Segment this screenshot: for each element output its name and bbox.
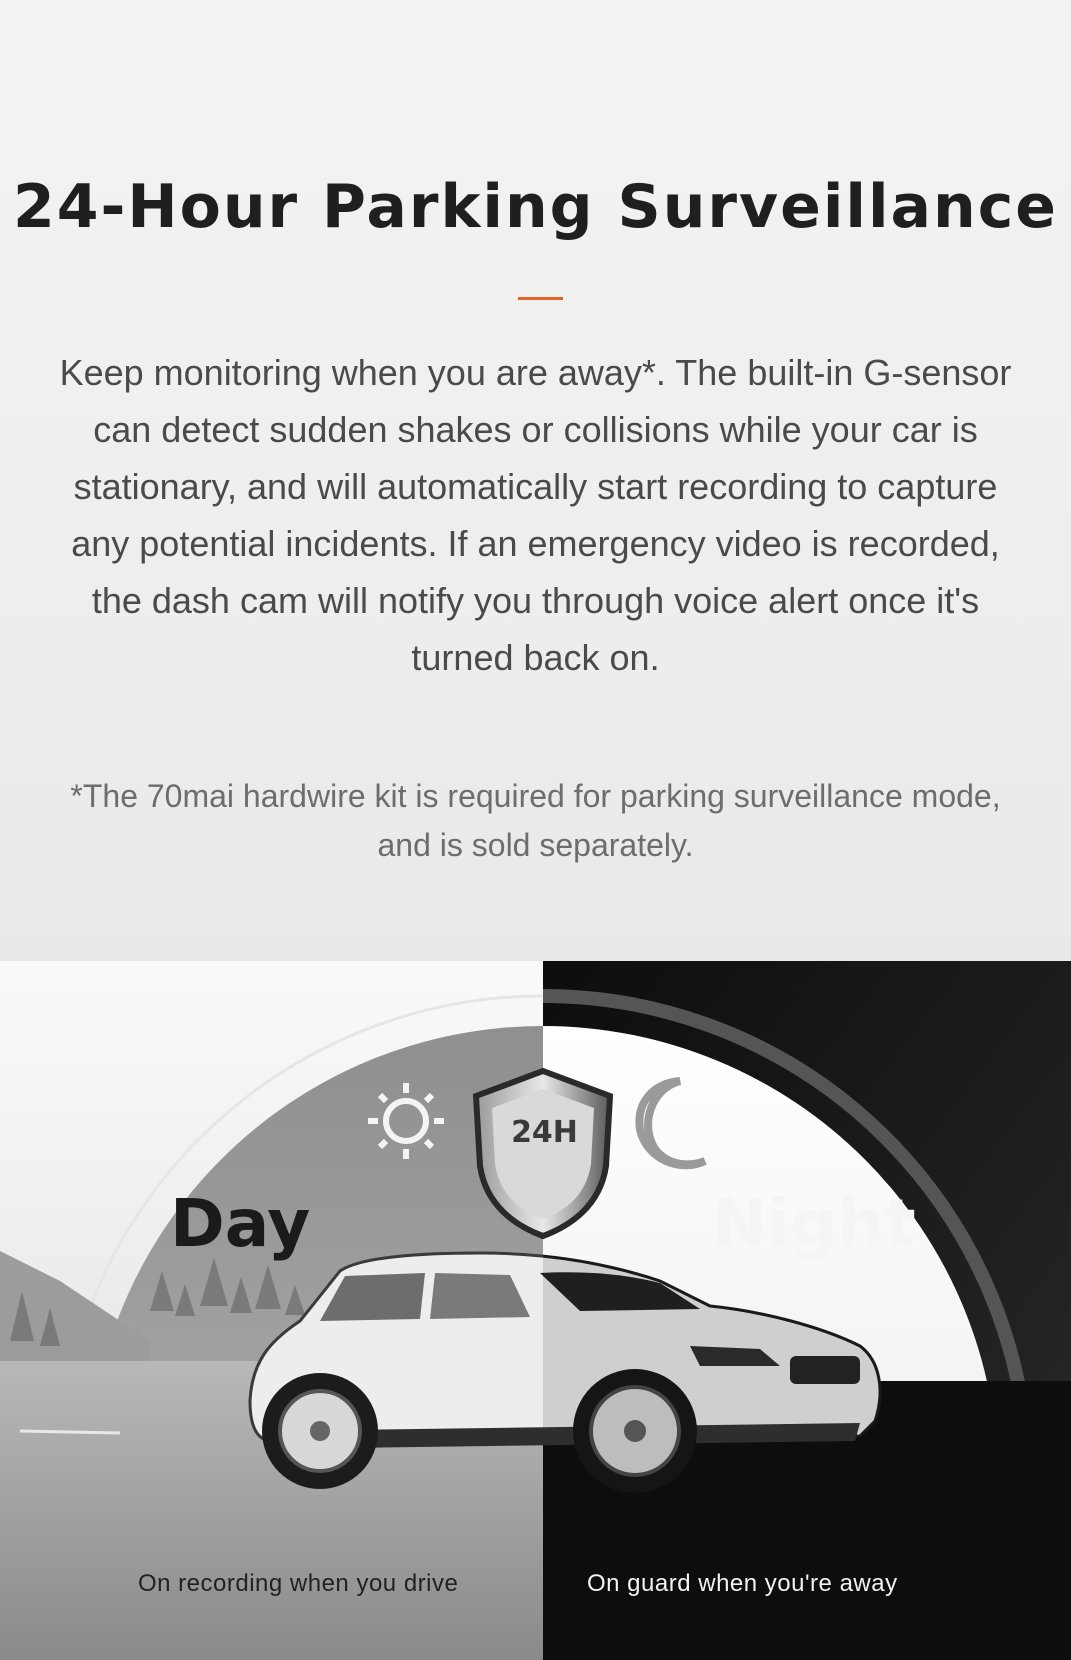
- day-night-illustration: [0, 961, 1071, 1660]
- title-accent-line: [518, 297, 563, 300]
- shield-badge-text: 24H: [511, 1115, 578, 1150]
- page-title: 24-Hour Parking Surveillance: [13, 172, 1058, 242]
- day-caption: On recording when you drive: [138, 1570, 459, 1597]
- night-label: Night: [712, 1185, 916, 1262]
- hardwire-footnote: *The 70mai hardwire kit is required for parking surveillance mode, and is sold separately.: [70, 778, 1001, 863]
- day-label: Day: [170, 1185, 311, 1262]
- feature-description: Keep monitoring when you are away*. The built-in G-sensor can detect sudden shakes or collisions while your car is stationary, and will automatically start recording to capture any potential incidents. If an emergency video is recorded, the dash cam will notify you through voice alert once it's turned back on.: [59, 352, 1012, 678]
- night-caption: On guard when you're away: [587, 1570, 898, 1597]
